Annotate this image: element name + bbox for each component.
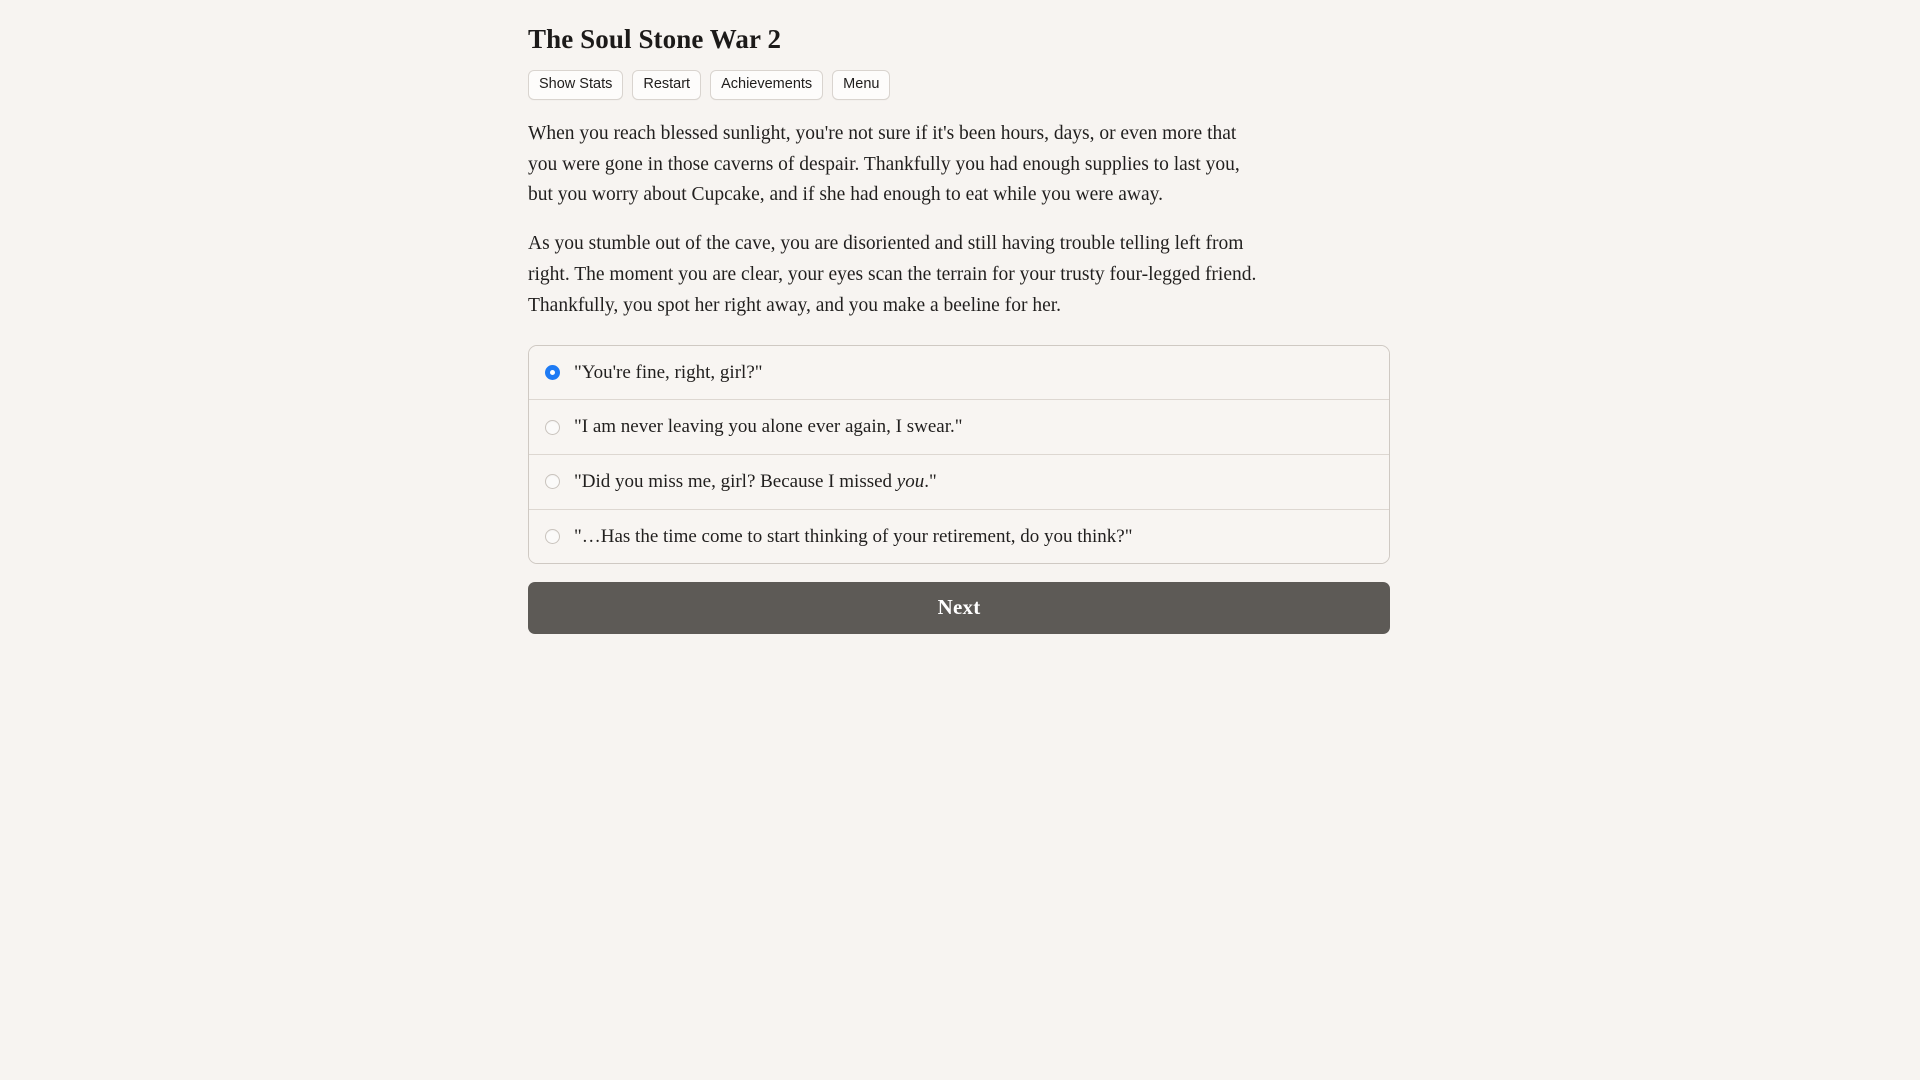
- choice-label: [574, 469, 937, 495]
- achievements-button[interactable]: Achievements: [710, 70, 823, 100]
- choice-row[interactable]: [529, 454, 1389, 509]
- choice-label-emphasis: you: [896, 470, 925, 492]
- radio-unselected-icon[interactable]: [545, 529, 560, 544]
- choice-label: "I am never leaving you alone ever again, I swear.": [574, 416, 963, 438]
- choice-row[interactable]: [529, 346, 1389, 400]
- main-content-column: [528, 0, 1390, 634]
- radio-selected-icon[interactable]: [545, 365, 560, 380]
- show-stats-button[interactable]: Show Stats: [528, 70, 623, 100]
- story-paragraph: When you reach blessed sunlight, you're not sure if it's been hours, days, or even more that you were gone in those caverns of despair. Thankfully you had enough supplies to last you, but you worry about Cupcake, and if she had enough to eat while you were away.: [528, 122, 1240, 206]
- choice-row[interactable]: [529, 399, 1389, 454]
- story-text: [528, 119, 1390, 322]
- choice-label: "…Has the time come to start thinking of your retirement, do you think?": [574, 525, 1133, 547]
- choice-label: "You're fine, right, girl?": [574, 361, 763, 383]
- choice-list[interactable]: [528, 345, 1390, 565]
- story-paragraph: As you stumble out of the cave, you are disoriented and still having trouble telling left from right. The moment you are clear, your eyes scan the terrain for your trusty four-legged friend. Thankfully, you spot her right away, and you make a beeline for her.: [528, 233, 1257, 316]
- page-title: The Soul Stone War 2: [528, 24, 782, 54]
- choice-label-part: "Did you miss me, girl? Because I missed: [574, 470, 897, 492]
- menu-bar: [528, 70, 1390, 100]
- choice-label-part: .": [924, 470, 937, 492]
- radio-unselected-icon[interactable]: [545, 420, 560, 435]
- next-button[interactable]: Next: [528, 582, 1390, 634]
- restart-button[interactable]: Restart: [632, 70, 701, 100]
- radio-unselected-icon[interactable]: [545, 474, 560, 489]
- menu-button[interactable]: Menu: [832, 70, 890, 100]
- choice-row[interactable]: [529, 509, 1389, 564]
